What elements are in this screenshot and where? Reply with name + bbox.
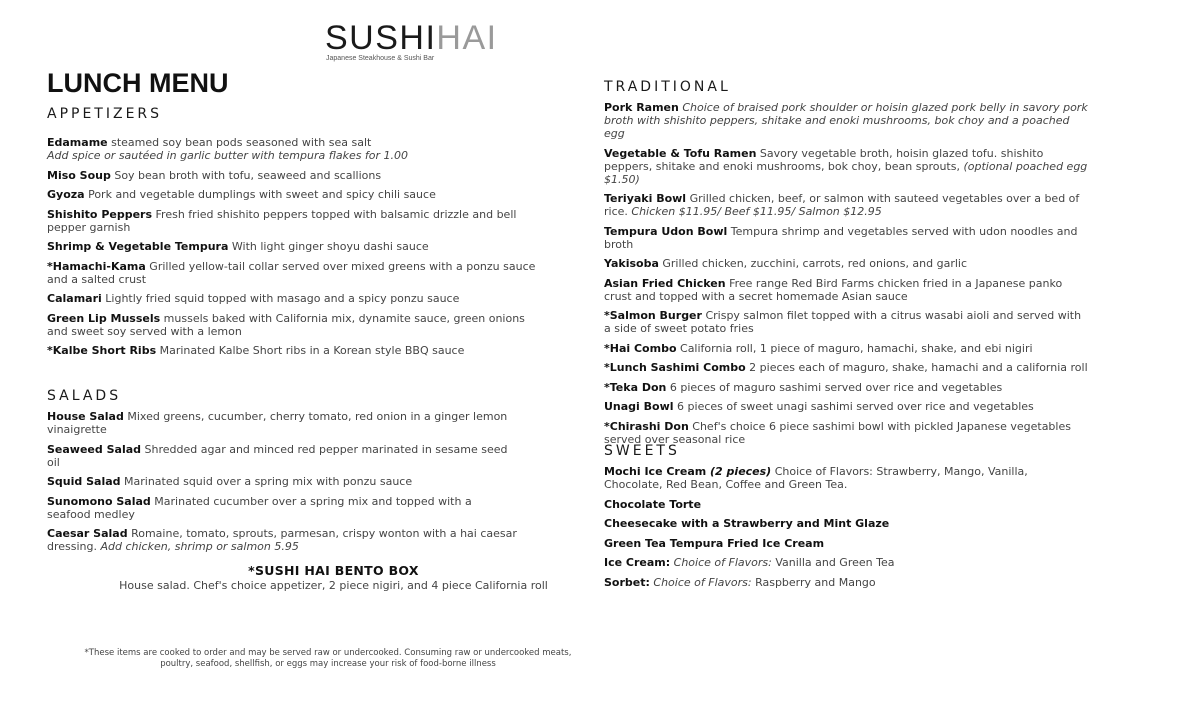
menu-item-name: Yakisoba [604,257,659,270]
menu-item-name: *Teka Don [604,380,667,394]
menu-item-description: Grilled chicken, beef, or salmon with sauteed vegetables over a bed of rice. [604,192,1080,218]
menu-item [47,527,517,553]
menu-item-note: Chicken $11.95/ Beef $11.95/ Salmon $12.95 [631,205,882,218]
menu-item [47,240,537,253]
menu-item-description: Marinated Kalbe Short ribs in a Korean style BBQ sauce [156,344,465,357]
menu-item-name: Vegetable & Tofu Ramen [604,146,757,160]
appetizers-list [47,136,537,357]
menu-item [604,361,1089,374]
menu-item-description: mussels baked with California mix, dynamite sauce, green onions and sweet soy served with a lemon [47,311,525,338]
menu-item-description: steamed soy bean pods seasoned with sea salt [107,136,372,149]
menu-item-name: Calamari [47,292,102,305]
menu-item-name: Unagi Bowl [604,400,674,413]
menu-item-name: *Chirashi Don [604,419,689,433]
menu-item-note: Choice of braised pork shoulder or hoisin glazed pork belly in savory pork broth with shishito peppers, shitake and enoki mushrooms, bok choy and a poached egg [604,101,1088,140]
menu-item [604,309,1089,335]
salads-heading: SALADS [47,388,122,404]
menu-item [47,292,537,305]
bento-box-title: *SUSHI HAI BENTO BOX [248,563,419,578]
menu-item-name: Asian Fried Chicken [604,276,726,290]
menu-item-note: Add spice or sautéed in garlic butter with tempura flakes for 1.00 [47,149,409,162]
menu-title: LUNCH MENU [47,68,229,98]
menu-item-name: Green Lip Mussels [47,311,161,325]
menu-item-description: Lightly fried squid topped with masago and a spicy ponzu sauce [101,292,460,305]
menu-item-name: Caesar Salad [47,527,128,540]
bento-box-description: House salad. Chef's choice appetizer, 2 piece nigiri, and 4 piece California roll [119,579,548,592]
menu-item-name: Seaweed Salad [47,442,142,456]
menu-item-name: House Salad [47,410,124,423]
menu-item-note: (optional poached egg $1.50) [604,159,1088,186]
menu-item [47,260,537,286]
disclaimer-line-1: *These items are cooked to order and may be served raw or undercooked. Consuming raw or undercooked meats, [84,648,572,658]
menu-item-description: Marinated cucumber over a spring mix and topped with a seafood medley [47,494,472,521]
menu-item [47,208,537,234]
menu-item [604,537,1089,550]
menu-item [604,400,1089,413]
menu-item [47,188,537,201]
appetizers-heading: APPETIZERS [47,106,163,122]
menu-item-description: Grilled yellow-tail collar served over mixed greens with a ponzu sauce and a salted crust [47,259,536,286]
menu-item-description: Vanilla and Green Tea [771,556,895,569]
menu-item-name: Miso Soup [47,168,111,182]
menu-item [47,136,537,162]
menu-item-portion: (2 pieces) [706,465,772,478]
restaurant-logo [325,20,585,63]
menu-item-name: *Hamachi-Kama [47,259,146,273]
menu-item [604,277,1089,303]
menu-item-note: Add chicken, shrimp or salmon 5.95 [100,540,299,553]
menu-item-name: Sorbet: [604,575,650,589]
menu-item [604,147,1089,186]
menu-item [604,420,1089,446]
menu-item-description: Pork and vegetable dumplings with sweet and spicy chili sauce [84,188,436,201]
menu-item-name: *Hai Combo [604,341,677,355]
sweets-list [604,465,1089,589]
menu-item [47,495,517,521]
menu-item [47,312,537,338]
menu-item-name: *Salmon Burger [604,309,702,322]
logo-wordmark [325,20,585,56]
menu-item-name: Squid Salad [47,475,121,488]
menu-item [47,475,517,488]
menu-item [604,576,1089,589]
menu-item-name: Gyoza [47,188,85,201]
menu-item-description: California roll, 1 piece of maguro, hamachi, shake, and ebi nigiri [676,341,1033,355]
menu-item-description: Shredded agar and minced red pepper marinated in sesame seed oil [47,442,508,469]
health-disclaimer [40,648,616,670]
traditional-heading: TRADITIONAL [604,79,731,95]
menu-item [604,192,1089,218]
menu-item-description: Mixed greens, cucumber, cherry tomato, red onion in a ginger lemon vinaigrette [47,410,508,436]
menu-item [47,443,517,469]
logo-brand-light: HAI [436,19,498,57]
menu-item [47,344,537,357]
menu-item-note: Choice of Flavors: [649,575,752,589]
menu-item-name: Green Tea Tempura Fried Ice Cream [604,536,825,550]
menu-item-description: Savory vegetable broth, hoisin glazed tofu. shishito peppers, shitake and enoki mushrooms, bok choy, bean sprouts, [604,146,1044,173]
menu-item-name: Mochi Ice Cream [604,465,707,478]
menu-item-description: With light ginger shoyu dashi sauce [228,240,429,253]
menu-item-description: Crispy salmon filet topped with a citrus wasabi aioli and served with a side of sweet potato fries [604,309,1082,335]
menu-item [604,225,1089,251]
menu-item [604,556,1089,569]
menu-item-name: Ice Cream: [604,556,671,569]
menu-item-name: Chocolate Torte [604,497,702,511]
menu-item-description: Soy bean broth with tofu, seaweed and scallions [110,168,382,182]
sweets-heading: SWEETS [604,443,680,459]
menu-item [604,517,1089,530]
menu-item-name: Sunomono Salad [47,494,151,508]
menu-item-description: Tempura shrimp and vegetables served with udon noodles and broth [604,224,1078,251]
disclaimer-line-2: poultry, seafood, shellfish, or eggs may increase your risk of food-borne illness [160,659,496,669]
salads-list [47,410,517,553]
menu-item-name: *Lunch Sashimi Combo [604,361,746,374]
menu-item-description: Grilled chicken, zucchini, carrots, red onions, and garlic [658,257,968,270]
logo-brand-dark: SUSHI [325,19,437,57]
menu-item-name: Tempura Udon Bowl [604,224,728,238]
menu-item-description: Raspberry and Mango [751,575,876,589]
menu-item-name: Pork Ramen [604,101,679,114]
menu-item [604,498,1089,511]
menu-item [604,381,1089,394]
logo-tagline: Japanese Steakhouse & Sushi Bar [326,55,435,62]
menu-item-description: Chef's choice 6 piece sashimi bowl with pickled Japanese vegetables served over seasonal rice [604,419,1071,446]
menu-item-name: Shishito Peppers [47,207,153,221]
menu-item-name: Teriyaki Bowl [604,192,687,205]
menu-item [604,257,1089,270]
menu-item [47,169,537,182]
menu-item [47,410,517,436]
menu-item-description: Marinated squid over a spring mix with ponzu sauce [120,475,413,488]
menu-item-description: 6 pieces of sweet unagi sashimi served over rice and vegetables [673,400,1034,413]
menu-item-name: *Kalbe Short Ribs [47,344,157,357]
menu-item [604,342,1089,355]
menu-item [604,101,1089,140]
menu-item-description: Free range Red Bird Farms chicken fried in a Japanese panko crust and topped with a secret homemade Asian sauce [604,276,1063,303]
menu-item-note: Choice of Flavors: [670,556,772,569]
menu-item-description: 2 pieces each of maguro, shake, hamachi and a california roll [745,361,1088,374]
menu-item-name: Shrimp & Vegetable Tempura [47,240,229,253]
traditional-list [604,101,1089,446]
menu-item-name: Cheesecake with a Strawberry and Mint Glaze [604,517,890,530]
menu-item-description: Romaine, tomato, sprouts, parmesan, crispy wonton with a hai caesar dressing. [47,527,517,553]
menu-item [604,465,1089,491]
menu-item-name: Edamame [47,136,108,149]
menu-item-description: Fresh fried shishito peppers topped with balsamic drizzle and bell pepper garnish [47,207,517,234]
menu-item-description: 6 pieces of maguro sashimi served over rice and vegetables [666,380,1003,394]
menu-item-description: Choice of Flavors: Strawberry, Mango, Vanilla, Chocolate, Red Bean, Coffee and Green Tea. [604,465,1028,491]
